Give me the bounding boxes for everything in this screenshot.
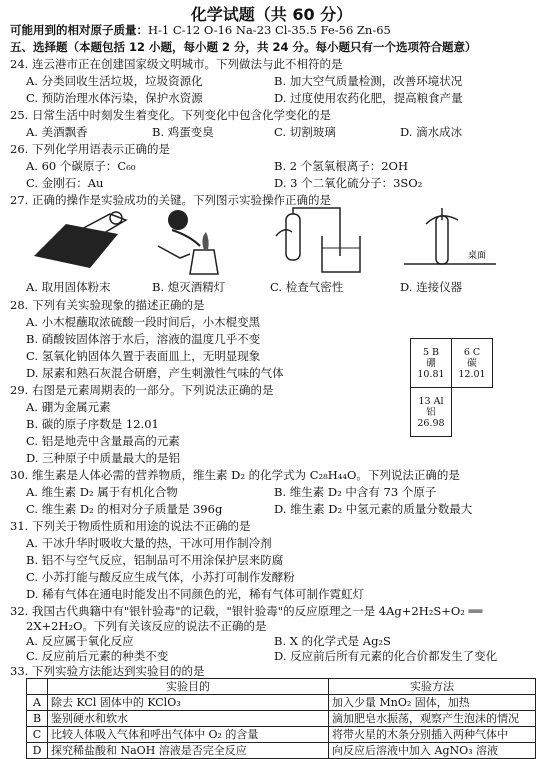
row-method: 加入少量 MnO₂ 固体，加热	[329, 695, 536, 711]
element-number-symbol: 5 B	[422, 346, 440, 358]
q30-option-b[interactable]: B. 维生素 D₂ 中含有 73 个原子	[274, 485, 437, 499]
arm-icon	[158, 246, 190, 258]
table-row[interactable]	[27, 727, 536, 743]
q29-option-d[interactable]: D. 三种原子中质量最大的是铝	[26, 451, 181, 465]
element-mass: 26.98	[417, 417, 445, 429]
flame-icon	[202, 232, 208, 250]
q30-option-d[interactable]: D. 维生素 D₂ 中氢元素的质量分数最大	[274, 502, 473, 516]
q32-stem-line2: 2X+2H₂O。下列有关该反应的说法不正确的是	[26, 619, 267, 633]
powder-paper	[34, 224, 118, 268]
row-method: 向反应后溶液中加入 AgNO₃ 溶液	[329, 743, 536, 759]
q26-option-c[interactable]: C. 金刚石：Au	[26, 176, 104, 190]
q32-option-d[interactable]: D. 反应前后所有元素的化合价都发生了变化	[274, 649, 498, 663]
q27-option-c[interactable]: C. 检查气密性	[270, 280, 344, 294]
row-label: D	[27, 743, 48, 759]
q32-stem-line1: 32. 我国古代典籍中有"银针验毒"的记载，"银针验毒"的反应原理之一是 4Ag+2H₂S+O₂ ══	[10, 604, 483, 618]
q30-option-c[interactable]: C. 维生素 D₂ 的相对分子质量是 396g	[26, 502, 223, 516]
element-cell-carbon	[452, 339, 493, 388]
q28-option-a[interactable]: A. 小木棍蘸取浓硫酸一段时间后，小木棍变黑	[26, 315, 261, 329]
empty-cell	[452, 388, 493, 437]
q25-stem: 25. 日常生活中时刻发生着变化。下列变化中包含化学变化的是	[10, 108, 331, 122]
q24-option-c[interactable]: C. 预防治理水体污染，保护水资源	[26, 91, 203, 105]
q25-option-d[interactable]: D. 滴水成冰	[400, 125, 463, 139]
element-number-symbol: 6 C	[463, 346, 481, 358]
element-cell-aluminium	[411, 388, 452, 437]
table-row[interactable]	[27, 695, 536, 711]
q28-option-c[interactable]: C. 氢氧化钠固体久置于表面皿上，无明显现象	[26, 349, 261, 363]
q27-option-a[interactable]: A. 取用固体粉末	[26, 280, 111, 294]
figure-alcohol-lamp	[150, 206, 250, 276]
row-aim: 鉴别硬水和软水	[48, 711, 329, 727]
row-aim: 除去 KCl 固体中的 KClO₃	[48, 695, 329, 711]
table-header-row	[27, 679, 536, 695]
atomic-masses: H-1 C-12 O-16 Na-23 Cl-35.5 Fe-56 Zn-65	[148, 23, 391, 37]
periodic-table-fragment	[410, 338, 493, 437]
q32-option-a[interactable]: A. 反应属于氧化反应	[26, 634, 134, 648]
q30-stem: 30. 维生素是人体必需的营养物质，维生素 D₂ 的化学式为 C₂₈H₄₄O。下列说法正确的是	[10, 468, 460, 482]
q25-option-a[interactable]: A. 美酒飘香	[26, 125, 88, 139]
row-aim: 探究稀盐酸和 NaOH 溶液是否完全反应	[48, 743, 329, 759]
hand-icon	[276, 230, 292, 236]
q24-stem: 24. 连云港市正在创建国家级文明城市。下列做法与此不相符的是	[10, 57, 343, 71]
q27-option-d[interactable]: D. 连接仪器	[400, 280, 463, 294]
figure-connect-apparatus	[400, 206, 500, 276]
section-heading: 五、选择题（本题包括 12 小题，每小题 2 分，共 24 分。每小题只有一个选项符合题意）	[10, 40, 477, 54]
q32-option-b[interactable]: B. X 的化学式是 Ag₂S	[274, 634, 391, 648]
element-name: 硼	[426, 357, 436, 369]
mouth-blow	[172, 230, 200, 246]
q31-stem: 31. 下列关于物质性质和用途的说法不正确的是	[10, 519, 251, 533]
page-title: 化学试题（共 60 分）	[190, 5, 353, 24]
atomic-masses-line	[10, 22, 391, 38]
desk-label: 桌面	[468, 251, 487, 261]
table-row[interactable]	[27, 711, 536, 727]
table-header-method: 实验方法	[329, 679, 536, 695]
element-cell-boron	[411, 339, 452, 388]
q31-option-c[interactable]: C. 小苏打能与酸反应生成气体，小苏打可制作发酵粉	[26, 570, 295, 584]
table-header-aim: 实验目的	[48, 679, 329, 695]
element-mass: 12.01	[458, 368, 486, 380]
q31-option-d[interactable]: D. 稀有气体在通电时能发出不同颜色的光，稀有气体可制作霓虹灯	[26, 587, 365, 601]
alcohol-lamp-icon	[190, 250, 218, 274]
row-label: C	[27, 727, 48, 743]
row-method: 将带火星的木条分别插入两种气体中	[329, 727, 536, 743]
q33-stem: 33. 下列实验方法能达到实验目的的是	[10, 664, 205, 678]
q28-stem: 28. 下列有关实验现象的描述正确的是	[10, 298, 205, 312]
beaker-icon	[322, 236, 360, 272]
row-label: B	[27, 711, 48, 727]
row-method: 滴加肥皂水振荡，观察产生泡沫的情况	[329, 711, 536, 727]
q31-option-b[interactable]: B. 铝不与空气反应，铝制品可不用涂保护层来防腐	[26, 553, 284, 567]
q28-option-d[interactable]: D. 尿素和熟石灰混合研磨，产生刺激性气味的气体	[26, 366, 284, 380]
q27-option-b[interactable]: B. 熄灭酒精灯	[152, 280, 226, 294]
q29-option-c[interactable]: C. 铝是地壳中含量最高的元素	[26, 434, 180, 448]
atomic-masses-label: 可能用到的相对原子质量：	[10, 23, 148, 37]
figure-take-powder	[26, 210, 136, 274]
q24-option-d[interactable]: D. 过度使用农药化肥，提高粮食产量	[274, 91, 463, 105]
element-name: 碳	[467, 357, 477, 369]
element-mass: 10.81	[417, 368, 445, 380]
q25-option-b[interactable]: B. 鸡蛋变臭	[152, 125, 214, 139]
q24-option-b[interactable]: B. 加大空气质量检测，改善环境状况	[274, 74, 463, 88]
table-header-blank	[27, 679, 48, 695]
q32-option-c[interactable]: C. 反应前后元素的种类不变	[26, 649, 169, 663]
q27-stem: 27. 正确的操作是实验成功的关键。下列图示实验操作正确的是	[10, 193, 331, 207]
q25-option-c[interactable]: C. 切割玻璃	[274, 125, 336, 139]
q29-option-a[interactable]: A. 硼为金属元素	[26, 400, 111, 414]
q26-stem: 26. 下列化学用语表示正确的是	[10, 142, 170, 156]
row-aim: 比较人体吸入气体和呼出气体中 O₂ 的含量	[48, 727, 329, 743]
head-icon	[168, 210, 188, 230]
q31-option-a[interactable]: A. 干冰升华时吸收大量的热，干冰可用作制冷剂	[26, 536, 272, 550]
q29-stem: 29. 右图是元素周期表的一部分。下列说法正确的是	[10, 383, 274, 397]
test-tube-icon	[286, 214, 300, 260]
row-label: A	[27, 695, 48, 711]
element-number-symbol: 13 Al	[418, 395, 444, 407]
q30-option-a[interactable]: A. 维生素 D₂ 属于有机化合物	[26, 485, 178, 499]
experiment-table	[26, 678, 536, 759]
test-tube-icon	[436, 216, 448, 264]
q26-option-b[interactable]: B. 2 个氢氧根离子：2OH	[274, 159, 409, 173]
figure-airtightness	[270, 206, 370, 276]
q26-option-d[interactable]: D. 3 个二氧化硫分子：3SO₂	[274, 176, 423, 190]
q29-option-b[interactable]: B. 碳的原子序数是 12.01	[26, 417, 159, 431]
q26-option-a[interactable]: A. 60 个碳原子：C₆₀	[26, 159, 136, 173]
q28-option-b[interactable]: B. 硝酸铵固体溶于水后，溶液的温度几乎不变	[26, 332, 261, 346]
element-name: 铝	[426, 406, 436, 418]
q24-option-a[interactable]: A. 分类回收生活垃圾，垃圾资源化	[26, 74, 203, 88]
